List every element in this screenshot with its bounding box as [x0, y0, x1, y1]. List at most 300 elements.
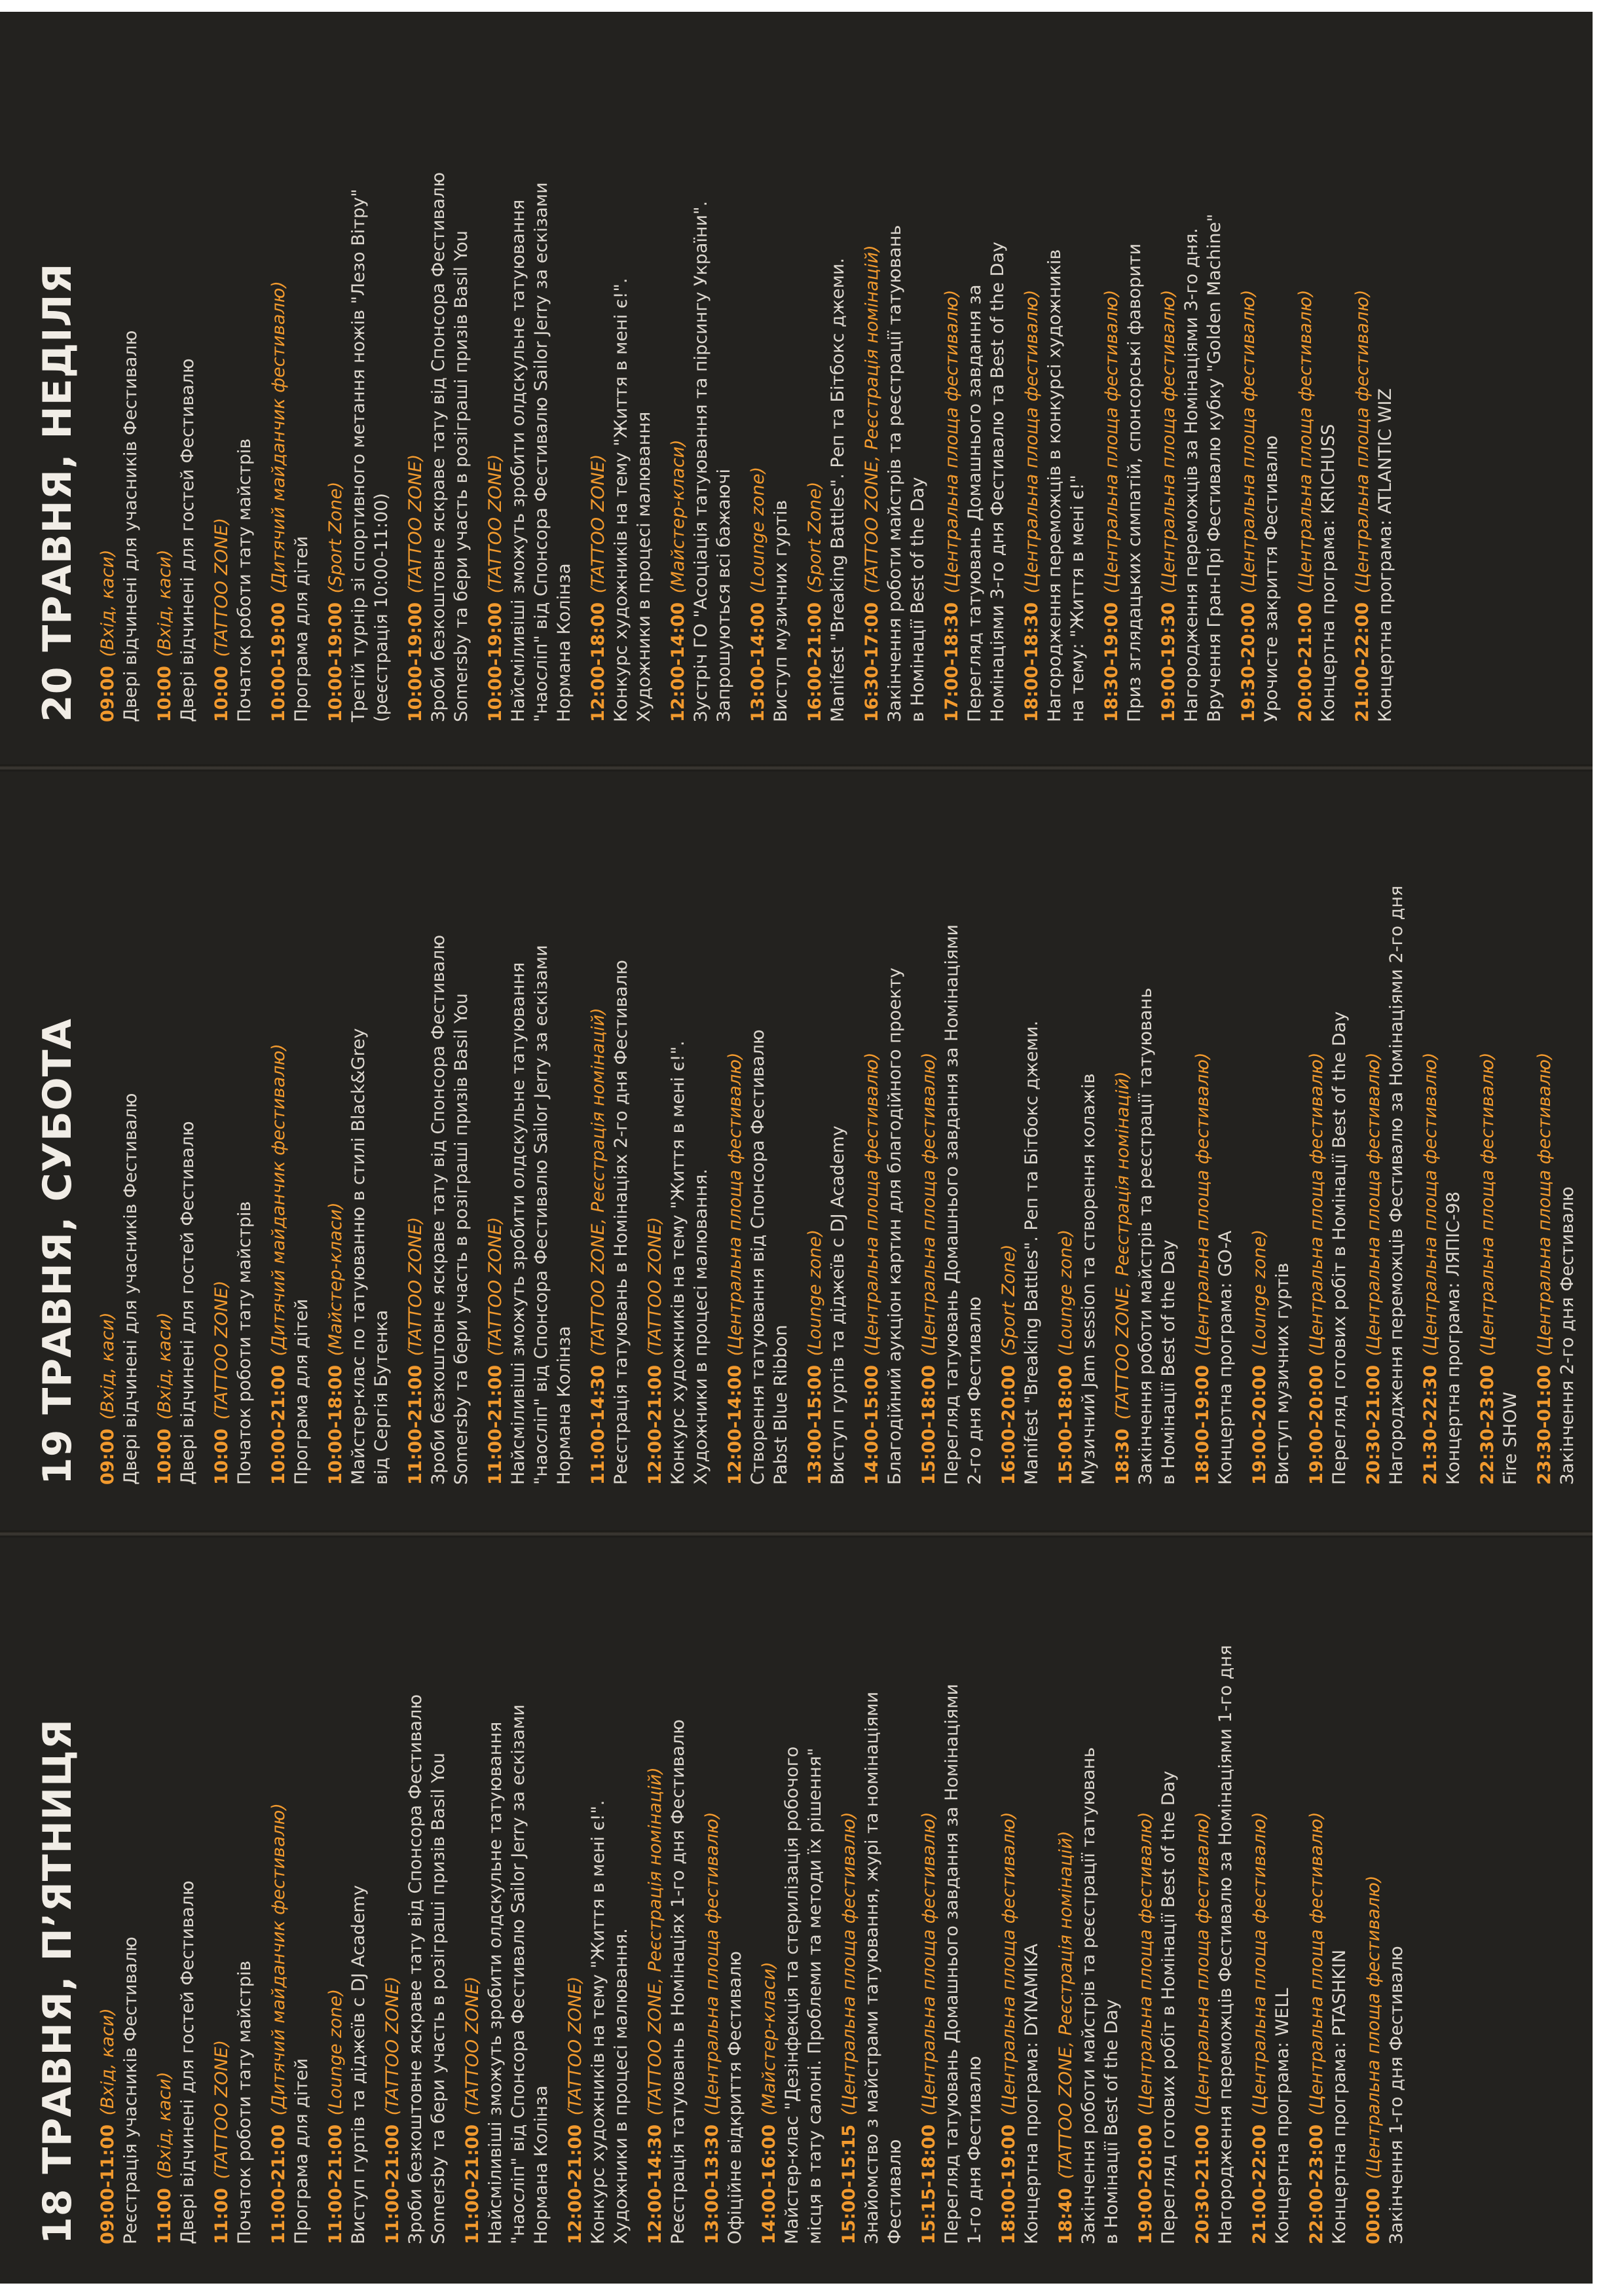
event-header	[1305, 1645, 1328, 2244]
event-location: (Центральна площа фестивалю)	[1022, 289, 1042, 594]
event-description: Manifest "Breaking Battles". Реп та Бітбокс джеми.	[1022, 1020, 1042, 1485]
fold-line	[0, 1531, 1593, 1537]
event-description: Запрошуються всі бажаючі	[714, 469, 734, 722]
event-time: 10:00	[212, 1429, 232, 1485]
event-location: (Центральна площа фестивалю)	[1158, 289, 1179, 594]
event-time: 15:00-18:00	[919, 1364, 939, 1485]
event-time: 10:00-18:00	[325, 1364, 346, 1485]
event-header	[381, 1645, 404, 2244]
event-description: Художники в процесі малювання.	[611, 1928, 631, 2244]
event-time: 10:00-19:00	[405, 602, 426, 722]
event-location: (TATTOO ZONE)	[212, 517, 232, 657]
event-description: Виступ гуртів та діджеїв с DJ Academy	[348, 1885, 369, 2244]
schedule-event	[1476, 886, 1522, 1485]
day-title: 20 ТРАВНЯ, НЕДІЛЯ	[35, 263, 81, 722]
event-location: (Sport Zone)	[325, 481, 346, 594]
event-location: (TATTOO ZONE, Реєстрація номінацій)	[1113, 1071, 1133, 1420]
schedule-event	[153, 1645, 199, 2244]
event-location: (TATTOO ZONE, Реєстрація номінацій)	[588, 1008, 608, 1357]
event-time: 18:40	[1056, 2188, 1076, 2244]
event-header	[644, 1645, 667, 2244]
schedule-event	[1134, 1645, 1180, 2244]
event-location: (Вхід, каси)	[98, 1312, 118, 1420]
event-time: 09:00	[98, 1429, 118, 1485]
event-description: Нагородження переможців в конкурсі художників	[1044, 249, 1065, 722]
fold-line	[0, 765, 1593, 771]
event-header	[153, 1645, 176, 2244]
schedule-event	[210, 172, 256, 722]
event-time: 11:00-14:30	[588, 1364, 608, 1485]
schedule-event	[724, 886, 792, 1485]
event-description: Офіційне відкриття Фестивалю	[725, 1951, 745, 2244]
schedule-event	[1533, 886, 1579, 1485]
event-header	[1362, 886, 1385, 1485]
event-description: Приз зглядацьких симпатій, спонсорські фаворити	[1124, 243, 1145, 722]
event-list	[96, 1645, 1408, 2244]
event-location: (Lounge zone)	[325, 1988, 346, 2116]
event-description: Перегляд татуювань Домашнього завдання за	[965, 284, 985, 722]
event-location: (TATTOO ZONE)	[405, 1216, 426, 1357]
event-time: 11:00-21:00	[325, 2124, 346, 2244]
event-location: (TATTOO ZONE)	[565, 1976, 585, 2116]
event-location: (Центральна площа фестивалю)	[702, 1812, 722, 2116]
event-description: Нормана Колінза	[531, 2085, 551, 2244]
event-description: Закінчення 2-го дня Фестивалю	[1557, 1186, 1578, 1485]
schedule-event	[324, 886, 393, 1485]
event-header	[1419, 886, 1442, 1485]
event-description: 2-го дня Фестивалю	[965, 1296, 985, 1485]
event-header	[564, 1645, 587, 2244]
event-description: Реєстрація татуювань в Номінаціях 2-го дня Фестивалю	[611, 960, 631, 1485]
event-time: 13:00-15:00	[805, 1364, 825, 1485]
schedule-event	[210, 1645, 256, 2244]
event-header	[1305, 886, 1328, 1485]
schedule-event	[1362, 1645, 1408, 2244]
event-time: 11:00-21:00	[382, 2124, 403, 2244]
event-description: на тему: "Життя в мені є!"	[1067, 475, 1088, 722]
event-header	[484, 886, 507, 1485]
event-description: Концертна програма: WELL	[1272, 1988, 1293, 2244]
schedule-event	[1054, 1645, 1123, 2244]
event-header	[1294, 172, 1317, 722]
event-header	[324, 1645, 347, 2244]
event-time: 12:00-18:00	[588, 602, 608, 722]
event-description: "наосліп" від Спонсора Фестивалю Sailor Jerry за ескізами	[531, 945, 551, 1485]
event-header	[324, 886, 347, 1485]
schedule-event	[324, 1645, 370, 2244]
event-location: (Центральна площа фестивалю)	[1135, 1812, 1156, 2116]
schedule-event	[997, 1645, 1043, 2244]
event-location: (Центральна площа фестивалю)	[725, 1052, 745, 1357]
event-location: (Вхід, каси)	[155, 1312, 175, 1420]
event-location: (Центральна площа фестивалю)	[919, 1812, 939, 2116]
event-header	[324, 172, 347, 722]
event-time: 16:30-17:00	[862, 602, 882, 722]
event-description: Третій турнір зі спортивного метання ножів "Лезо Вітру"	[348, 189, 369, 722]
event-header	[940, 172, 963, 722]
event-header	[1020, 172, 1043, 722]
event-time: 19:00-20:00	[1135, 2124, 1156, 2244]
event-time: 19:00-19:30	[1158, 602, 1179, 722]
event-header	[997, 1645, 1020, 2244]
event-header	[1476, 886, 1499, 1485]
event-location: (Центральна площа фестивалю)	[1534, 1052, 1555, 1357]
event-time: 21:00-22:00	[1249, 2124, 1270, 2244]
event-description: Двері відчинені для гостей Фестивалю	[177, 1121, 198, 1485]
event-description: Номінаціями 3-го дня Фестивалю та Best of the Day	[987, 242, 1008, 722]
event-description: Нормана Колінза	[554, 563, 574, 722]
schedule-event	[701, 1645, 747, 2244]
event-time: 18:00-19:00	[999, 2124, 1019, 2244]
event-description: Somersby та бери участь в розіграші призів Basil You	[451, 993, 471, 1485]
event-header	[860, 886, 883, 1485]
event-location: (TATTOO ZONE)	[485, 1216, 506, 1357]
event-time: 14:00-16:00	[759, 2124, 779, 2244]
event-header	[997, 886, 1020, 1485]
schedule-event	[484, 172, 576, 722]
event-location: (Дитячий майданчик фестивалю)	[268, 281, 289, 594]
event-header	[917, 1645, 940, 2244]
day-title: 19 ТРАВНЯ, СУБОТА	[35, 1018, 81, 1485]
event-header	[484, 172, 507, 722]
event-description: Конкурс художників на тему "Життя в мені є!".	[611, 278, 631, 722]
event-location: (Lounge zone)	[805, 1229, 825, 1357]
event-description: Вручення Гран-Прі Фестивалю кубку "Golden Machine"	[1204, 213, 1225, 722]
event-time: 09:00	[98, 666, 118, 722]
event-description: Нормана Колінза	[554, 1326, 574, 1485]
event-header	[267, 172, 290, 722]
day-column-2	[36, 886, 1590, 1485]
event-description: в Номінації Best of the Day	[1158, 1239, 1179, 1485]
event-description: Pabst Blue Ribbon	[771, 1324, 791, 1485]
event-description: Концертна програма: ATLANTIC WIZ	[1375, 388, 1395, 722]
event-description: Реєстрація учасників Фестивалю	[120, 1937, 141, 2244]
event-time: 11:00-21:00	[462, 2124, 483, 2244]
event-header	[267, 1645, 290, 2244]
day-column-3	[36, 172, 1408, 722]
event-header	[1191, 886, 1214, 1485]
event-description: Двері відчинені для учасників Фестивалю	[120, 1093, 141, 1485]
event-description: в Номінації Best of the Day	[1101, 1999, 1122, 2244]
event-time: 21:30-22:30	[1420, 1364, 1441, 1485]
event-location: (Центральна площа фестивалю)	[1352, 289, 1373, 594]
event-header	[724, 886, 747, 1485]
event-time: 17:00-18:30	[942, 602, 962, 722]
event-description: Програма для дітей	[291, 2058, 312, 2244]
event-description: Перегляд готових робіт в Номінації Best of the Day	[1158, 1770, 1179, 2244]
event-location: (Вхід, каси)	[155, 549, 175, 657]
event-location: (Sport Zone)	[805, 481, 825, 594]
schedule-event	[267, 172, 313, 722]
event-header	[1248, 886, 1271, 1485]
schedule-event	[1305, 1645, 1351, 2244]
event-location: (Центральна площа фестивалю)	[1192, 1812, 1213, 2116]
schedule-event	[1020, 172, 1089, 722]
event-time: 15:00-18:00	[1056, 1364, 1076, 1485]
schedule-event	[1305, 886, 1351, 1485]
event-time: 11:00-21:00	[485, 1364, 506, 1485]
event-header	[1248, 1645, 1271, 2244]
event-header	[803, 886, 826, 1485]
event-header	[644, 886, 667, 1485]
event-header	[153, 172, 176, 722]
schedule-event	[644, 886, 712, 1485]
event-description: Закінчення роботи майстрів та реєстрації татуювань	[1135, 987, 1156, 1485]
event-description: Manifest "Breaking Battles". Реп та Бітбокс джеми.	[828, 257, 848, 722]
schedule-event	[860, 172, 929, 722]
event-location: (TATTOO ZONE)	[382, 1976, 403, 2116]
event-time: 15:00-15:15	[839, 2124, 859, 2244]
event-location: (Вхід, каси)	[155, 2071, 175, 2179]
event-time: 22:00-23:00	[1306, 2124, 1327, 2244]
event-description: Двері відчинені для учасників Фестивалю	[120, 330, 141, 722]
event-location: (Центральна площа фестивалю)	[1477, 1052, 1498, 1357]
event-header	[96, 1645, 119, 2244]
event-header	[1100, 172, 1123, 722]
event-location: (Центральна площа фестивалю)	[1363, 1875, 1384, 2179]
event-location: (Центральна площа фестивалю)	[1238, 289, 1259, 594]
rotated-schedule	[0, 12, 1593, 2284]
event-description: Нагородження переможців за Номінаціями 3-го дня.	[1181, 228, 1202, 722]
schedule-event	[96, 886, 142, 1485]
event-time: 10:00	[155, 1429, 175, 1485]
schedule-event	[461, 1645, 553, 2244]
schedule-event	[1191, 1645, 1237, 2244]
event-description: Найсміливіші зможуть зробити олдскульне татуювання	[508, 199, 528, 722]
event-time: 10:00	[155, 666, 175, 722]
event-time: 10:00-21:00	[268, 1364, 289, 1485]
event-time: 12:00-21:00	[565, 2124, 585, 2244]
event-description: від Сергія Бутенка	[371, 1309, 392, 1485]
event-location: (Майстер-класи)	[759, 1961, 779, 2116]
event-description: Найсміливіші зможуть зробити олдскульне татуювання	[508, 962, 528, 1485]
event-description: в Номінації Best of the Day	[908, 477, 928, 722]
event-description: Концертна програма: ЛЯПІС-98	[1443, 1191, 1464, 1485]
event-location: (TATTOO ZONE, Реєстрація номінацій)	[1056, 1831, 1076, 2179]
event-description: Конкурс художників на тему "Життя в мені є!".	[588, 1800, 608, 2244]
event-description: Урочисте закриття Фестивалю	[1261, 435, 1282, 722]
event-time: 18:00-19:00	[1192, 1364, 1213, 1485]
event-time: 12:00-14:00	[725, 1364, 745, 1485]
event-location: (Дитячий майданчик фестивалю)	[268, 1803, 289, 2116]
event-header	[1134, 1645, 1157, 2244]
event-time: 16:00-21:00	[805, 602, 825, 722]
event-location: (TATTOO ZONE, Реєстрація номінацій)	[862, 245, 882, 594]
event-description: Закінчення роботи майстрів та реєстрації татуювань	[885, 225, 905, 722]
event-description: Двері відчинені для гостей Фестивалю	[177, 358, 198, 722]
event-time: 21:00-22:00	[1352, 602, 1373, 722]
schedule-event	[1248, 886, 1294, 1485]
event-time: 22:30-23:00	[1477, 1364, 1498, 1485]
event-description: Fire SHOW	[1500, 1391, 1521, 1485]
event-description: Концертна програма: KRICHUSS	[1318, 424, 1338, 722]
event-location: (Lounge zone)	[1249, 1229, 1270, 1357]
event-header	[803, 172, 826, 722]
event-description: Концертна програма: PTASHKIN	[1329, 1949, 1350, 2244]
event-header	[210, 1645, 233, 2244]
schedule-event	[838, 1645, 906, 2244]
event-list	[96, 886, 1579, 1485]
event-time: 10:00-19:00	[485, 602, 506, 722]
event-description: Концертна програма: GO-A	[1215, 1230, 1236, 1485]
event-header	[96, 172, 119, 722]
schedule-event	[803, 886, 849, 1485]
schedule-event	[1237, 172, 1283, 722]
schedule-event	[381, 1645, 450, 2244]
event-location: (Sport Zone)	[999, 1244, 1019, 1357]
event-description: "наосліп" від Спонсора Фестивалю Sailor Jerry за ескізами	[531, 182, 551, 722]
schedule-event	[210, 886, 256, 1485]
event-header	[404, 886, 427, 1485]
event-description: Майстер-клас "Дезінфекція та стерилізація робочого	[782, 1746, 802, 2244]
event-description: Перегляд татуювань Домашнього завдання за Номінаціями	[942, 1683, 962, 2244]
event-description: Somersby та бери участь в розіграші призів Basil You	[428, 1753, 449, 2244]
event-time: 20:30-21:00	[1363, 1364, 1384, 1485]
schedule-event	[404, 172, 473, 722]
event-time: 14:00-15:00	[862, 1364, 882, 1485]
event-time: 12:00-14:30	[645, 2124, 665, 2244]
event-time: 10:00-19:00	[325, 602, 346, 722]
event-location: (Центральна площа фестивалю)	[839, 1812, 859, 2116]
event-list	[96, 172, 1397, 722]
event-description: Виступ музичних гуртів	[771, 500, 791, 722]
event-time: 19:00-20:00	[1306, 1364, 1327, 1485]
event-location: (Центральна площа фестивалю)	[862, 1052, 882, 1357]
event-location: (Майстер-класи)	[325, 1202, 346, 1357]
event-description: Художники в процесі малювання	[634, 411, 654, 722]
event-header	[758, 1645, 781, 2244]
event-header	[667, 172, 690, 722]
event-description: Виступ гуртів та діджеїв с DJ Academy	[828, 1125, 848, 1485]
event-header	[1054, 886, 1077, 1485]
event-location: (Вхід, каси)	[98, 2008, 118, 2116]
event-header	[153, 886, 176, 1485]
event-description: Благодійний аукціон картин для благодійного проекту	[885, 967, 905, 1485]
event-description: Фестивалю	[885, 2139, 905, 2244]
event-header	[267, 886, 290, 1485]
event-header	[96, 886, 119, 1485]
event-location: (Центральна площа фестивалю)	[999, 1812, 1019, 2116]
event-description: Зустріч ГО "Асоціація татуювання та пірсингу України".	[691, 200, 711, 722]
event-time: 11:00	[212, 2188, 232, 2244]
schedule-event	[747, 172, 792, 722]
schedule-event	[153, 172, 199, 722]
event-time: 09:00-11:00	[98, 2124, 118, 2244]
schedule-event	[758, 1645, 826, 2244]
schedule-event	[267, 886, 313, 1485]
schedule-event	[917, 886, 986, 1485]
event-location: (Вхід, каси)	[98, 549, 118, 657]
schedule-event	[587, 172, 655, 722]
event-header	[1237, 172, 1260, 722]
event-time: 00:00	[1363, 2188, 1384, 2244]
event-description: Початок роботи тату майстрів	[234, 1960, 255, 2244]
schedule-event	[1100, 172, 1146, 722]
event-header	[1362, 1645, 1385, 2244]
event-time: 20:30-21:00	[1192, 2124, 1213, 2244]
event-location: (Центральна площа фестивалю)	[1249, 1812, 1270, 2116]
event-time: 16:00-20:00	[999, 1364, 1019, 1485]
schedule-event	[667, 172, 735, 722]
event-location: (Центральна площа фестивалю)	[1101, 289, 1122, 594]
schedule-event	[1419, 886, 1465, 1485]
event-time: 18:30-19:00	[1101, 602, 1122, 722]
event-location: (Центральна площа фестивалю)	[919, 1052, 939, 1357]
event-header	[587, 172, 610, 722]
event-time: 18:00-18:30	[1022, 602, 1042, 722]
event-description: Перегляд татуювань Домашнього завдання за Номінаціями	[942, 924, 962, 1485]
event-location: (Центральна площа фестивалю)	[1306, 1052, 1327, 1357]
schedule-event	[803, 172, 849, 722]
event-description: Знайомство з майстрами татуювання, журі та номінаціями	[862, 1691, 882, 2244]
event-time: 20:00-21:00	[1295, 602, 1316, 722]
schedule-event	[564, 1645, 633, 2244]
event-time: 13:00-14:00	[748, 602, 768, 722]
event-time: 12:00-14:00	[668, 602, 688, 722]
event-description: Виступ музичних гуртів	[1272, 1262, 1293, 1485]
schedule-event	[1054, 886, 1100, 1485]
event-location: (TATTOO ZONE)	[485, 454, 506, 594]
event-location: (TATTOO ZONE, Реєстрація номінацій)	[645, 1767, 665, 2116]
schedule-event	[324, 172, 393, 722]
event-time: 19:00-20:00	[1249, 1364, 1270, 1485]
event-description: Зроби безкоштовне яскраве тату від Спонсора Фестивалю	[428, 934, 449, 1485]
event-description: Майстер-клас по татуюванню в стилі Black&Grey	[348, 1028, 369, 1485]
event-time: 11:00	[155, 2188, 175, 2244]
event-description: Початок роботи тату майстрів	[234, 1201, 255, 1485]
event-location: (Центральна площа фестивалю)	[1363, 1052, 1384, 1357]
event-header	[1157, 172, 1180, 722]
schedule-event	[917, 1645, 986, 2244]
schedule-event	[1248, 1645, 1294, 2244]
event-location: (Lounge zone)	[1056, 1229, 1076, 1357]
event-description: Нагородження переможців Фестивалю за Номінаціями 2-го дня	[1386, 885, 1407, 1485]
event-header	[747, 172, 769, 722]
event-description: Створення татуювання від Спонсора Фестивалю	[748, 1029, 768, 1485]
event-location: (TATTOO ZONE)	[462, 1976, 483, 2116]
event-time: 12:00-21:00	[645, 1364, 665, 1485]
event-location: (Майстер-класи)	[668, 439, 688, 594]
schedule-event	[1157, 172, 1226, 722]
event-header	[1191, 1645, 1214, 2244]
event-time: 18:30	[1113, 1429, 1133, 1485]
event-description: Зроби безкоштовне яскраве тату від Спонсора Фестивалю	[428, 172, 449, 722]
schedule-event	[1191, 886, 1237, 1485]
day-title: 18 ТРАВНЯ, П’ЯТНИЦЯ	[35, 1719, 81, 2244]
event-time: 10:00	[212, 666, 232, 722]
event-description: Конкурс художників на тему "Життя в мені є!".	[668, 1040, 688, 1485]
event-location: (Центральна площа фестивалю)	[1295, 289, 1316, 594]
schedule-event	[1362, 886, 1408, 1485]
event-description: Зроби безкоштовне яскраве тату від Спонсора Фестивалю	[405, 1694, 426, 2244]
schedule-event	[267, 1645, 313, 2244]
event-location: (TATTOO ZONE)	[588, 454, 608, 594]
event-description: Закінчення роботи майстрів та реєстрації татуювань	[1079, 1747, 1099, 2244]
event-description: 1-го дня Фестивалю	[965, 2056, 985, 2244]
event-location: (Центральна площа фестивалю)	[1306, 1812, 1327, 2116]
schedule-event	[940, 172, 1009, 722]
schedule-event	[96, 172, 142, 722]
schedule-event	[1294, 172, 1340, 722]
schedule-event	[997, 886, 1043, 1485]
event-location: (Дитячий майданчик фестивалю)	[268, 1044, 289, 1357]
event-description: Початок роботи тату майстрів	[234, 438, 255, 722]
schedule-event	[96, 1645, 142, 2244]
event-time: 19:30-20:00	[1238, 602, 1259, 722]
event-description: Програма для дітей	[291, 1298, 312, 1485]
event-header	[404, 172, 427, 722]
event-header	[701, 1645, 724, 2244]
